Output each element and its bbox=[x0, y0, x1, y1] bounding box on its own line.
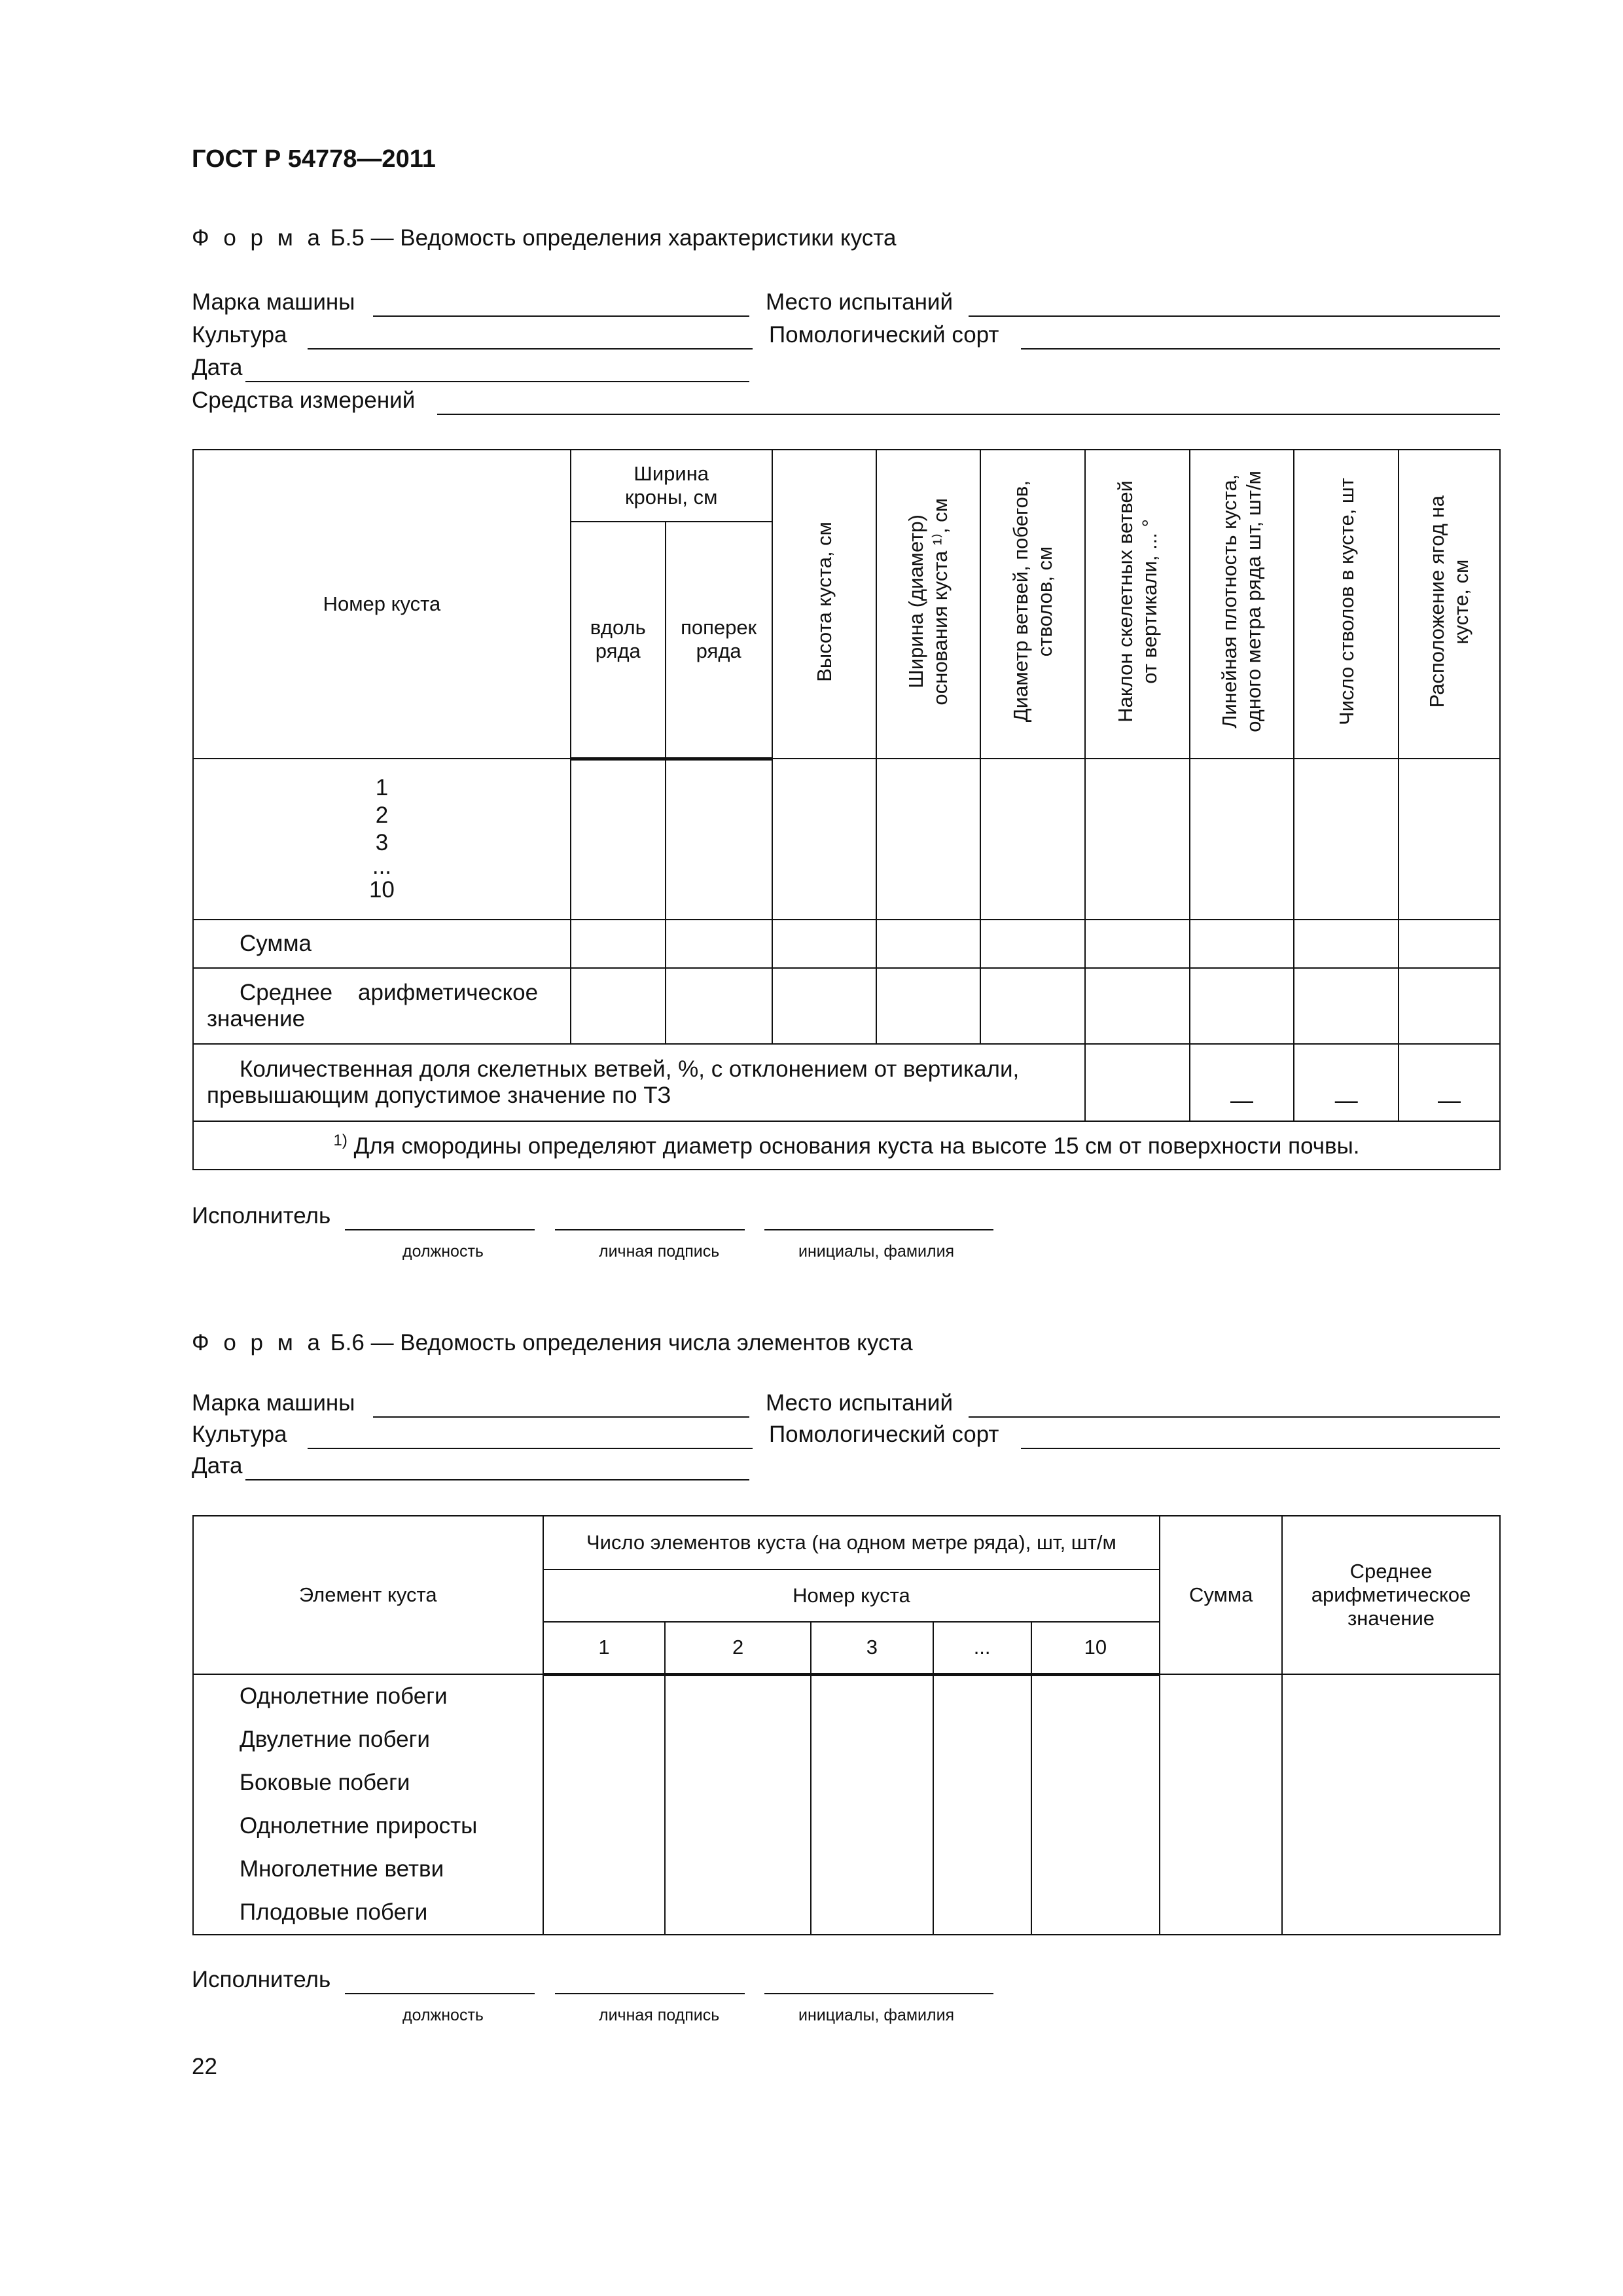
cell[interactable] bbox=[1031, 1674, 1160, 1935]
form5-brand-field[interactable] bbox=[373, 315, 749, 317]
cell[interactable] bbox=[1085, 1044, 1190, 1121]
cell[interactable] bbox=[571, 920, 666, 968]
header-bush-number: 1 bbox=[543, 1622, 666, 1674]
form6-brand-field[interactable] bbox=[373, 1416, 749, 1418]
cell[interactable] bbox=[543, 1674, 666, 1935]
row-numbers bbox=[193, 759, 571, 920]
cell[interactable] bbox=[980, 968, 1085, 1044]
footnote-row bbox=[193, 1121, 1500, 1170]
header-along-l1: вдоль bbox=[590, 616, 646, 639]
cell[interactable] bbox=[876, 920, 980, 968]
row-number: 1 bbox=[375, 775, 389, 800]
dash-cell: — bbox=[1190, 1044, 1294, 1121]
header-density bbox=[1190, 450, 1294, 759]
element-row: Боковые побеги bbox=[240, 1770, 410, 1795]
form5-place-label: Место испытаний bbox=[766, 289, 954, 315]
form6-brand-label: Марка машины bbox=[192, 1390, 355, 1416]
form6-variety-field[interactable] bbox=[1021, 1448, 1500, 1449]
form5-name-caption: инициалы, фамилия bbox=[798, 1242, 955, 1261]
row-share-l2: превышающим допустимое значение по ТЗ bbox=[207, 1083, 671, 1108]
form6-variety-label: Помологический сорт bbox=[769, 1422, 999, 1447]
header-density-l2: одного метра ряда шт, шт/м bbox=[1242, 471, 1266, 732]
form5-title-text: Б.5 — Ведомость определения характеристики куста bbox=[330, 225, 897, 251]
header-tilt-l2: от вертикали, ... ° bbox=[1137, 519, 1161, 684]
cell[interactable] bbox=[1190, 759, 1294, 920]
form5-executor-label: Исполнитель bbox=[192, 1203, 331, 1229]
header-mean-l2: арифметическое bbox=[1311, 1583, 1471, 1606]
dash-cell: — bbox=[1399, 1044, 1500, 1121]
row-share-label bbox=[193, 1044, 1085, 1121]
form6-position-field[interactable] bbox=[345, 1993, 535, 1994]
header-base-width-l2: основания куста ¹⁾, см bbox=[929, 497, 952, 706]
header-tilt-l1: Наклон скелетных ветвей bbox=[1113, 480, 1137, 723]
header-along-l2: ряда bbox=[595, 639, 641, 663]
cell[interactable] bbox=[772, 920, 877, 968]
element-list bbox=[193, 1674, 543, 1935]
cell[interactable] bbox=[1190, 968, 1294, 1044]
dash-cell: — bbox=[1294, 1044, 1399, 1121]
cell[interactable] bbox=[1294, 759, 1399, 920]
element-rows bbox=[194, 1675, 543, 1934]
header-crown-width-l1: Ширина bbox=[633, 462, 709, 485]
cell[interactable] bbox=[1190, 920, 1294, 968]
form5-culture-field[interactable] bbox=[308, 348, 753, 350]
cell[interactable] bbox=[571, 968, 666, 1044]
header-bush-no: Номер куста bbox=[193, 450, 571, 759]
form6-name-field[interactable] bbox=[764, 1993, 993, 1994]
header-bush-number: 3 bbox=[811, 1622, 933, 1674]
header-base-width-text bbox=[904, 498, 952, 706]
form6-place-label: Место испытаний bbox=[766, 1390, 954, 1416]
cell[interactable] bbox=[571, 759, 666, 920]
header-diameter-text bbox=[1008, 480, 1057, 722]
header-tilt-text bbox=[1113, 480, 1162, 723]
form6-position-caption: должность bbox=[402, 2006, 484, 2024]
header-diameter-l2: стволов, см bbox=[1033, 546, 1056, 657]
form5-culture-label: Культура bbox=[192, 322, 287, 348]
header-density-l1: Линейная плотность куста, bbox=[1218, 474, 1241, 729]
header-mean-l1: Среднее bbox=[1349, 1560, 1433, 1583]
form5-variety-field[interactable] bbox=[1021, 348, 1500, 350]
cell[interactable] bbox=[1160, 1674, 1282, 1935]
form5-position-field[interactable] bbox=[345, 1229, 535, 1230]
header-crown-width-l2: кроны, см bbox=[624, 486, 718, 509]
header-across bbox=[666, 522, 772, 759]
form6-culture-field[interactable] bbox=[308, 1448, 753, 1449]
cell[interactable] bbox=[933, 1674, 1031, 1935]
header-berries-text bbox=[1425, 495, 1473, 708]
cell[interactable] bbox=[1399, 759, 1500, 920]
form5-instruments-label: Средства измерений bbox=[192, 387, 416, 413]
page-number: 22 bbox=[192, 2054, 217, 2079]
header-bush-number: ... bbox=[933, 1622, 1031, 1674]
cell[interactable] bbox=[1294, 920, 1399, 968]
form6-name-caption: инициалы, фамилия bbox=[798, 2006, 955, 2024]
form5-sign-caption: личная подпись bbox=[599, 1242, 720, 1261]
header-base-width bbox=[876, 450, 980, 759]
cell[interactable] bbox=[980, 920, 1085, 968]
cell[interactable] bbox=[1294, 968, 1399, 1044]
form5-title bbox=[192, 225, 896, 251]
cell[interactable] bbox=[876, 759, 980, 920]
row-mean-l1: Среднее арифметическое bbox=[240, 980, 539, 1005]
cell[interactable] bbox=[1085, 920, 1190, 968]
header-density-text bbox=[1217, 471, 1266, 732]
form6-date-label: Дата bbox=[192, 1453, 243, 1479]
header-element: Элемент куста bbox=[193, 1516, 543, 1674]
cell[interactable] bbox=[876, 968, 980, 1044]
header-bush-number: 10 bbox=[1031, 1622, 1160, 1674]
row-number: 3 bbox=[375, 830, 389, 855]
header-sum: Сумма bbox=[1160, 1516, 1282, 1674]
row-mean-label bbox=[193, 968, 571, 1044]
footnote-text: Для смородины определяют диаметр основания куста на высоте 15 см от поверхности почвы. bbox=[353, 1133, 1360, 1159]
header-stems-text: Число стволов в кусте, шт bbox=[1334, 478, 1358, 725]
header-bush-number: 2 bbox=[665, 1622, 811, 1674]
cell[interactable] bbox=[772, 968, 877, 1044]
header-along bbox=[571, 522, 666, 759]
form5-title-prefix: Ф о р м а bbox=[192, 225, 324, 251]
header-across-l1: поперек bbox=[681, 616, 757, 639]
cell[interactable] bbox=[1085, 968, 1190, 1044]
standard-header: ГОСТ Р 54778—2011 bbox=[192, 145, 436, 173]
header-mean-l3: значение bbox=[1347, 1607, 1435, 1630]
header-height bbox=[772, 450, 877, 759]
element-row: Однолетние приросты bbox=[240, 1813, 478, 1839]
header-berries bbox=[1399, 450, 1500, 759]
header-across-l2: ряда bbox=[696, 639, 741, 663]
cell[interactable] bbox=[1085, 759, 1190, 920]
header-base-width-l1: Ширина (диаметр) bbox=[904, 514, 928, 689]
form5-date-label: Дата bbox=[192, 355, 243, 380]
form6-place-field[interactable] bbox=[969, 1416, 1500, 1418]
element-row: Однолетние побеги bbox=[240, 1683, 448, 1709]
form5-table bbox=[192, 449, 1501, 1170]
form6-table bbox=[192, 1515, 1501, 1935]
form5-position-caption: должность bbox=[402, 1242, 484, 1261]
row-number: ... bbox=[372, 853, 392, 879]
form5-sign-field[interactable] bbox=[555, 1229, 745, 1230]
cell[interactable] bbox=[980, 759, 1085, 920]
header-diameter-l1: Диаметр ветвей, побегов, bbox=[1008, 480, 1032, 723]
row-number: 2 bbox=[375, 802, 389, 828]
element-row: Двулетние побеги bbox=[240, 1727, 430, 1752]
header-height-text: Высота куста, см bbox=[812, 521, 836, 682]
form6-title bbox=[192, 1330, 913, 1356]
cell[interactable] bbox=[811, 1674, 933, 1935]
cell[interactable] bbox=[666, 920, 772, 968]
form6-date-field[interactable] bbox=[245, 1479, 749, 1480]
cell[interactable] bbox=[1399, 920, 1500, 968]
row-mean-l2: значение bbox=[207, 1006, 306, 1031]
cell[interactable] bbox=[666, 968, 772, 1044]
header-berries-l1: Расположение ягод на bbox=[1425, 495, 1449, 708]
element-row: Плодовые побеги bbox=[240, 1899, 428, 1925]
header-mean bbox=[1282, 1516, 1500, 1674]
header-bush-no: Номер куста bbox=[543, 1570, 1160, 1622]
cell[interactable] bbox=[772, 759, 877, 920]
form6-title-prefix: Ф о р м а bbox=[192, 1330, 324, 1355]
cell[interactable] bbox=[666, 759, 772, 920]
form6-sign-caption: личная подпись bbox=[599, 2006, 720, 2024]
form5-variety-label: Помологический сорт bbox=[769, 322, 999, 348]
form6-sign-field[interactable] bbox=[555, 1993, 745, 1994]
form5-instruments-field[interactable] bbox=[437, 414, 1500, 415]
header-stems bbox=[1294, 450, 1399, 759]
row-sum-label: Сумма bbox=[193, 920, 571, 968]
form6-culture-label: Культура bbox=[192, 1422, 287, 1447]
header-crown-width bbox=[571, 450, 772, 522]
form6-executor-label: Исполнитель bbox=[192, 1967, 331, 1992]
footnote-mark: 1) bbox=[333, 1131, 348, 1149]
cell[interactable] bbox=[1282, 1674, 1500, 1935]
form5-place-field[interactable] bbox=[969, 315, 1500, 317]
form5-brand-label: Марка машины bbox=[192, 289, 355, 315]
header-diameter bbox=[980, 450, 1085, 759]
header-tilt bbox=[1085, 450, 1190, 759]
row-share-l1: Количественная доля скелетных ветвей, %, с отклонением от вертикали, bbox=[240, 1056, 1020, 1082]
cell[interactable] bbox=[665, 1674, 811, 1935]
form5-date-field[interactable] bbox=[245, 381, 749, 382]
cell[interactable] bbox=[1399, 968, 1500, 1044]
element-row: Многолетние ветви bbox=[240, 1856, 444, 1882]
row-number: 10 bbox=[368, 877, 395, 903]
form6-title-text: Б.6 — Ведомость определения числа элементов куста bbox=[330, 1330, 913, 1355]
header-count: Число элементов куста (на одном метре ряда), шт, шт/м bbox=[543, 1516, 1160, 1570]
form5-name-field[interactable] bbox=[764, 1229, 993, 1230]
header-berries-l2: кусте, см bbox=[1450, 559, 1473, 644]
